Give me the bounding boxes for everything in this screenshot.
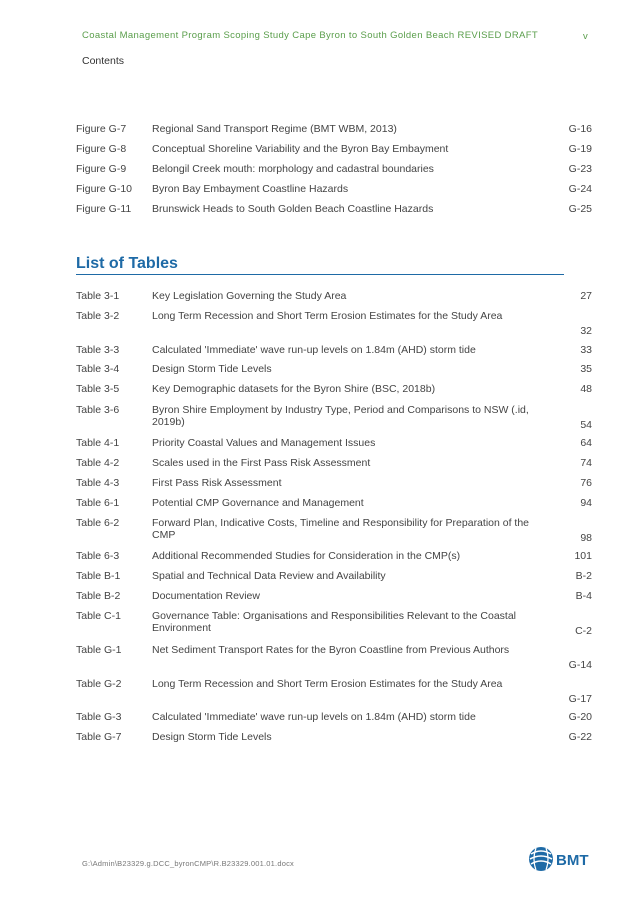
- table-entry[interactable]: [76, 497, 592, 509]
- entry-title: Forward Plan, Indicative Costs, Timeline and Responsibility for Preparation of the CMP: [152, 517, 530, 541]
- entry-label: Table 4-2: [76, 457, 120, 469]
- entry-label: Table 4-1: [76, 437, 120, 449]
- entry-page: 94: [580, 497, 592, 509]
- table-entry[interactable]: [76, 344, 592, 356]
- table-entry[interactable]: [76, 290, 592, 302]
- entry-title: Spatial and Technical Data Review and Availability: [152, 570, 386, 582]
- entry-label: Table G-2: [76, 678, 122, 690]
- table-entry[interactable]: [76, 590, 592, 602]
- entry-page: 64: [580, 437, 592, 449]
- entry-page: G-20: [568, 711, 592, 723]
- entry-title: Belongil Creek mouth: morphology and cadastral boundaries: [152, 163, 434, 175]
- entry-label: Table C-1: [76, 610, 121, 622]
- bmt-globe-icon: [529, 847, 553, 871]
- entry-label: Table 3-3: [76, 344, 120, 356]
- entry-page: 27: [580, 290, 592, 302]
- entry-page: 98: [580, 532, 592, 544]
- entry-label: Figure G-9: [76, 163, 127, 175]
- table-entry[interactable]: [76, 437, 592, 449]
- entry-title: First Pass Risk Assessment: [152, 477, 282, 489]
- entry-title: Brunswick Heads to South Golden Beach Coastline Hazards: [152, 203, 434, 215]
- entry-label: Table 3-1: [76, 290, 120, 302]
- document-title: Coastal Management Program Scoping Study Cape Byron to South Golden Beach REVISED DRAFT: [82, 30, 539, 41]
- entry-page: B-2: [575, 570, 592, 582]
- entry-label: Table 3-2: [76, 310, 120, 322]
- table-entry[interactable]: [76, 404, 592, 431]
- entry-title: Calculated 'Immediate' wave run-up levels on 1.84m (AHD) storm tide: [152, 344, 476, 356]
- entry-page: 35: [580, 363, 592, 375]
- figure-entry[interactable]: [76, 163, 592, 175]
- table-entry[interactable]: [76, 517, 592, 544]
- entry-title: Long Term Recession and Short Term Erosion Estimates for the Study Area: [152, 310, 503, 322]
- entry-page: G-24: [568, 183, 592, 195]
- entry-page: B-4: [575, 590, 592, 602]
- table-entry[interactable]: [76, 310, 592, 337]
- bmt-logo-text: BMT: [556, 852, 589, 869]
- entry-page: 76: [580, 477, 592, 489]
- entry-title: Conceptual Shoreline Variability and the Byron Bay Embayment: [152, 143, 449, 155]
- entry-label: Table 4-3: [76, 477, 120, 489]
- entry-title: Potential CMP Governance and Management: [152, 497, 364, 509]
- entry-page: 54: [580, 419, 592, 431]
- entry-page: 33: [580, 344, 592, 356]
- entry-page: G-16: [568, 123, 592, 135]
- entry-page: 32: [580, 325, 592, 337]
- entry-page: 74: [580, 457, 592, 469]
- entry-label: Table B-1: [76, 570, 121, 582]
- figure-entry[interactable]: [76, 183, 592, 195]
- entry-title: Byron Shire Employment by Industry Type, Period and Comparisons to NSW (.id, 2019b): [152, 404, 529, 428]
- file-path: G:\Admin\B23329.g.DCC_byronCMP\R.B23329.001.01.docx: [82, 859, 294, 868]
- entry-label: Table G-1: [76, 644, 122, 656]
- entry-page: G-19: [568, 143, 592, 155]
- entry-label: Table G-3: [76, 711, 122, 723]
- entry-label: Figure G-8: [76, 143, 127, 155]
- table-entry[interactable]: [76, 678, 592, 705]
- entry-label: Figure G-11: [76, 203, 132, 215]
- table-entry[interactable]: [76, 731, 592, 743]
- table-entry[interactable]: [76, 383, 592, 395]
- list-of-tables-heading: List of Tables: [76, 255, 178, 272]
- figure-entry[interactable]: [76, 143, 592, 155]
- table-entry[interactable]: [76, 363, 592, 375]
- table-entry[interactable]: [76, 477, 592, 489]
- entry-label: Figure G-10: [76, 183, 133, 195]
- entry-title: Key Demographic datasets for the Byron Shire (BSC, 2018b): [152, 383, 436, 395]
- bmt-logo: [527, 842, 607, 876]
- entry-label: Table 3-6: [76, 404, 120, 416]
- entry-page: G-23: [568, 163, 592, 175]
- entry-label: Table 6-1: [76, 497, 120, 509]
- entry-label: Table 6-3: [76, 550, 120, 562]
- entry-label: Table B-2: [76, 590, 121, 602]
- figure-entry[interactable]: [76, 123, 592, 135]
- figure-entry[interactable]: [76, 203, 592, 215]
- entry-title: Additional Recommended Studies for Consideration in the CMP(s): [152, 550, 461, 562]
- entry-title: Documentation Review: [152, 590, 260, 602]
- entry-title: Design Storm Tide Levels: [152, 731, 272, 743]
- entry-label: Figure G-7: [76, 123, 127, 135]
- section-name: Contents: [82, 55, 125, 67]
- entry-label: Table G-7: [76, 731, 122, 743]
- entry-page: G-25: [568, 203, 592, 215]
- entry-title: Governance Table: Organisations and Responsibilities Relevant to the Coastal Environment: [152, 610, 517, 634]
- entry-label: Table 6-2: [76, 517, 120, 529]
- entry-label: Table 3-4: [76, 363, 120, 375]
- entry-label: Table 3-5: [76, 383, 120, 395]
- entry-page: C-2: [575, 625, 592, 637]
- entry-page: G-17: [568, 693, 592, 705]
- entry-page: G-14: [568, 659, 592, 671]
- table-entry[interactable]: [76, 610, 592, 637]
- entry-title: Long Term Recession and Short Term Erosion Estimates for the Study Area: [152, 678, 503, 690]
- table-entry[interactable]: [76, 644, 592, 671]
- entry-title: Net Sediment Transport Rates for the Byron Coastline from Previous Authors: [152, 644, 510, 656]
- entry-title: Key Legislation Governing the Study Area: [152, 290, 347, 302]
- entry-title: Priority Coastal Values and Management Issues: [152, 437, 376, 449]
- entry-title: Regional Sand Transport Regime (BMT WBM, 2013): [152, 123, 397, 135]
- entry-page: 101: [574, 550, 592, 562]
- table-entry[interactable]: [76, 457, 592, 469]
- table-entry[interactable]: [76, 570, 592, 582]
- table-entry[interactable]: [76, 550, 592, 562]
- heading-rule: [76, 274, 564, 275]
- page-number: v: [583, 31, 588, 42]
- entry-title: Design Storm Tide Levels: [152, 363, 272, 375]
- entry-title: Scales used in the First Pass Risk Assessment: [152, 457, 371, 469]
- entry-title: Calculated 'Immediate' wave run-up levels on 1.84m (AHD) storm tide: [152, 711, 476, 723]
- table-entry[interactable]: [76, 711, 592, 723]
- entry-title: Byron Bay Embayment Coastline Hazards: [152, 183, 349, 195]
- entry-page: 48: [580, 383, 592, 395]
- entry-page: G-22: [568, 731, 592, 743]
